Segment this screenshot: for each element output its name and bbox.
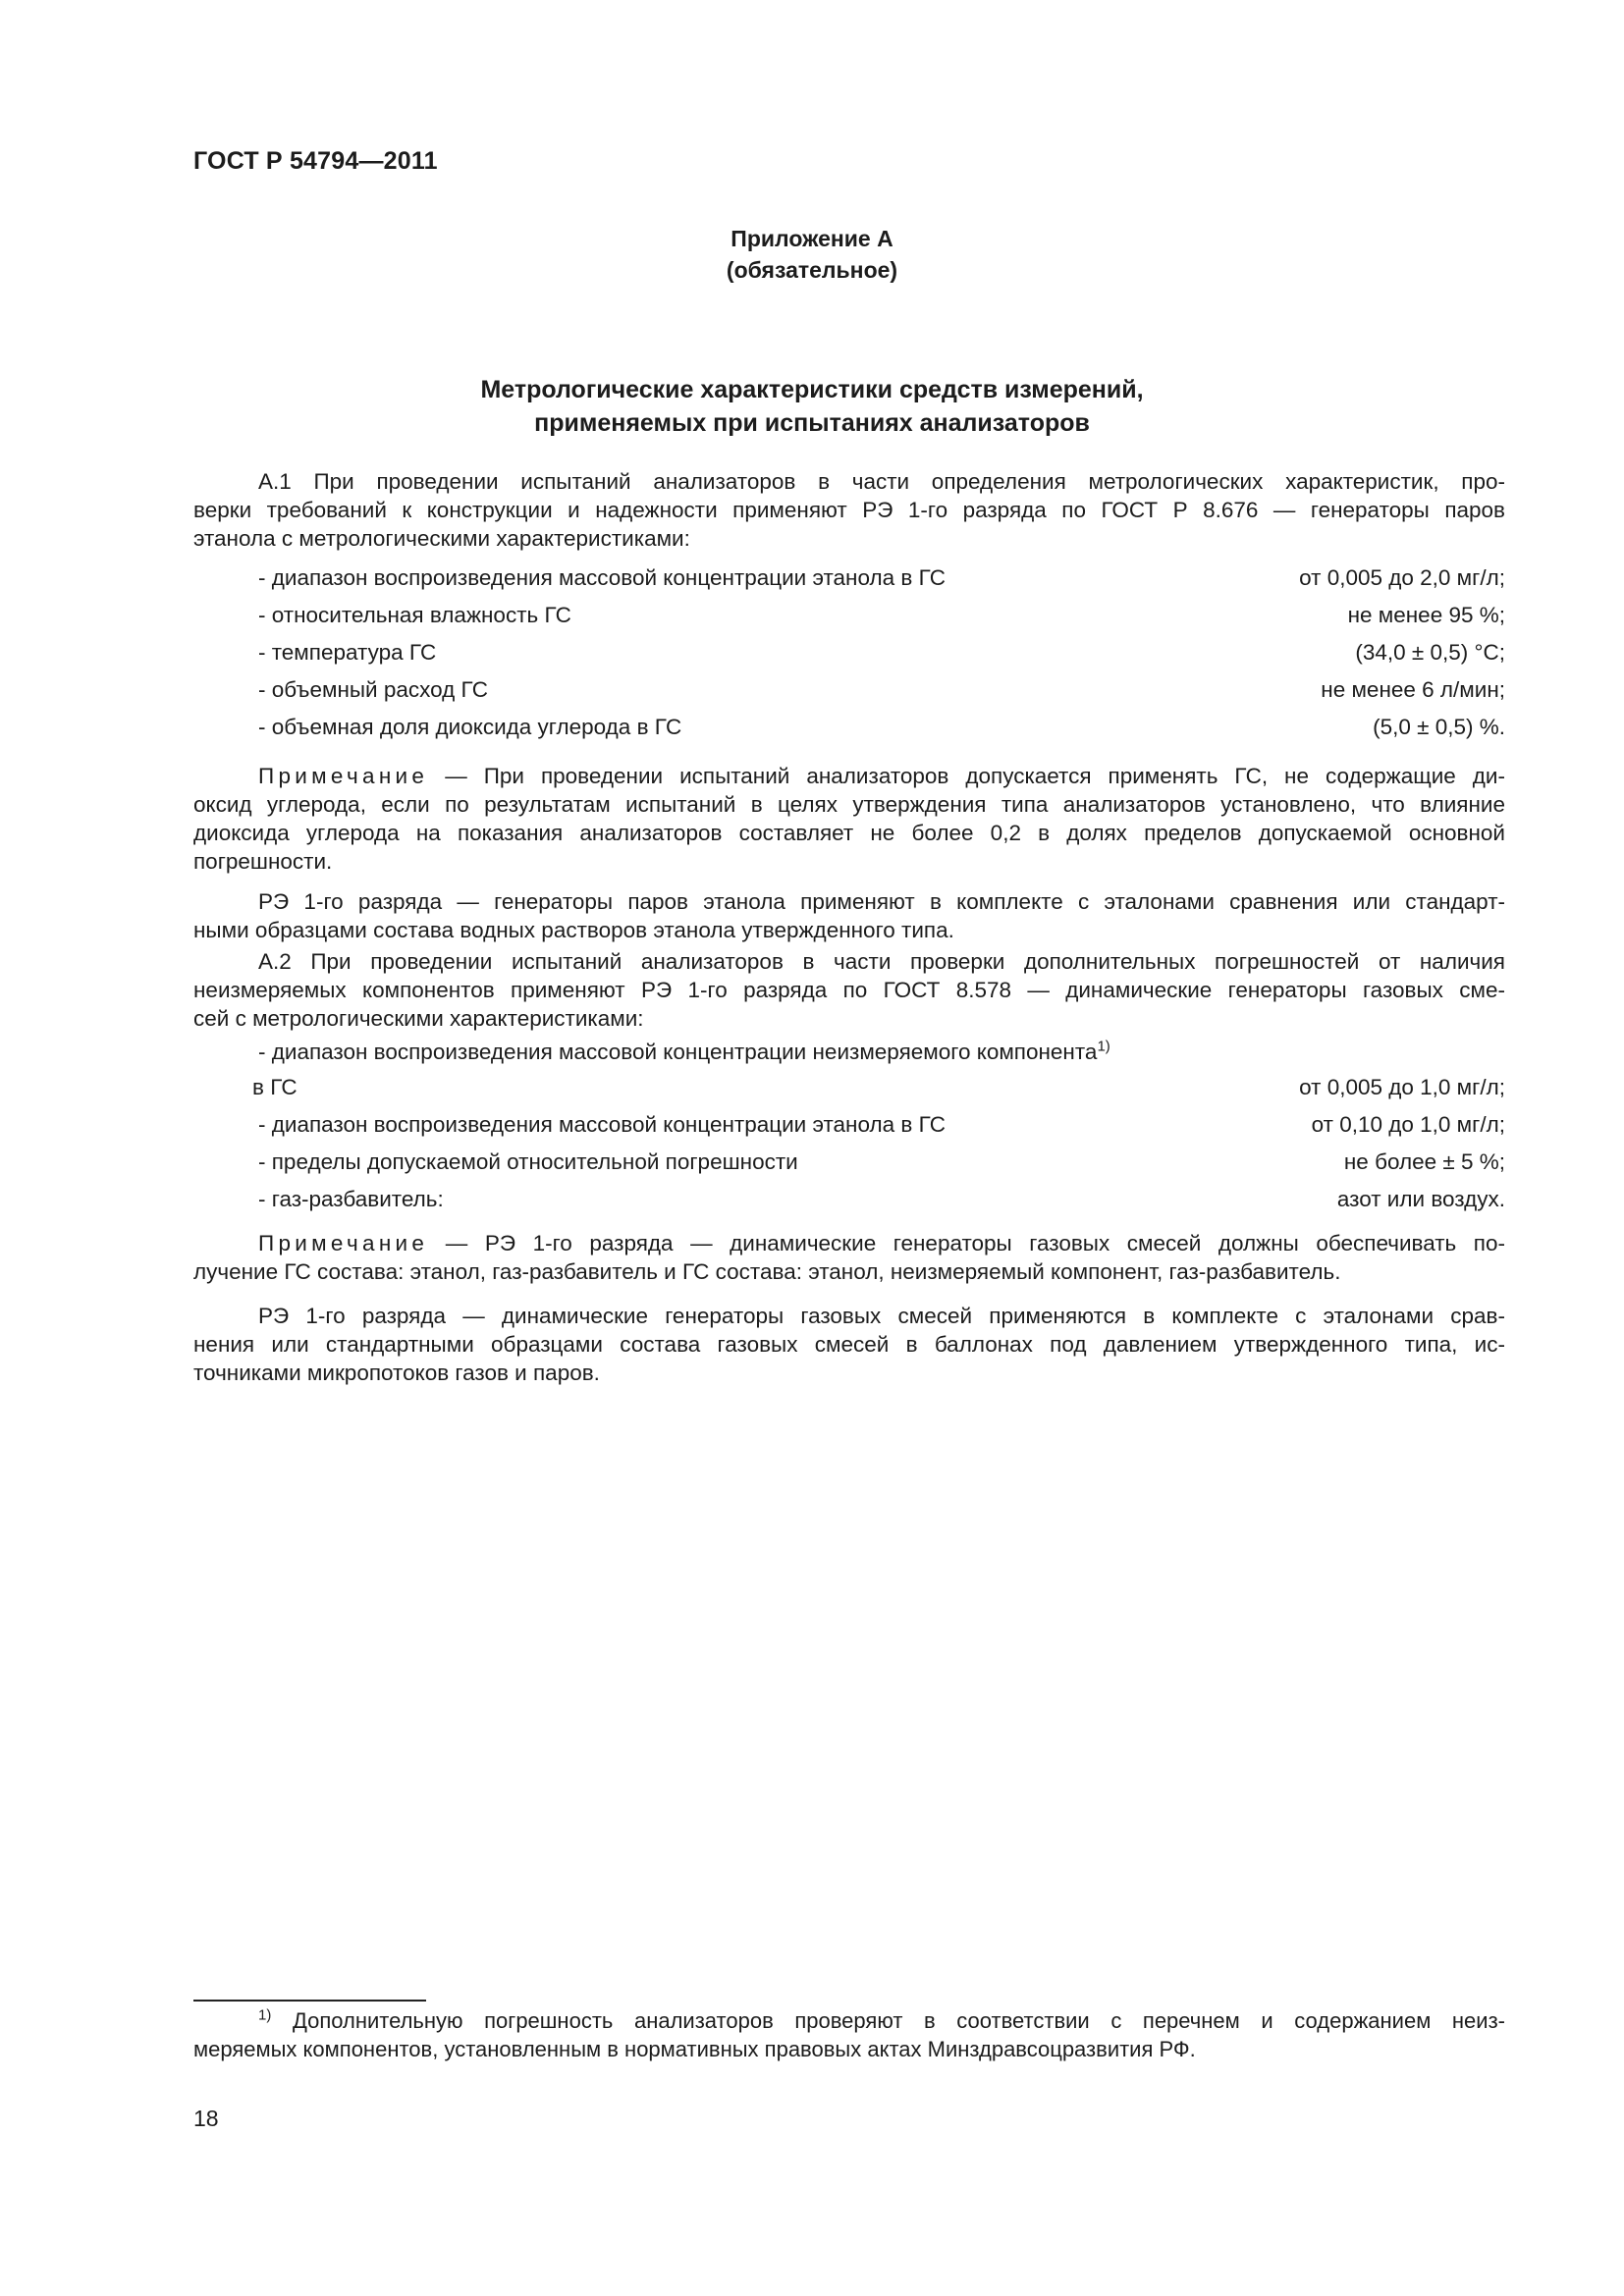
item-value: не менее 6 л/мин; <box>1321 677 1505 702</box>
list-item <box>193 1181 1505 1218</box>
list-item-continuation <box>193 1069 1505 1106</box>
paragraph-line: А.1 При проведении испытаний анализаторов в части определения метрологических характеристик, про- <box>258 469 1505 494</box>
appendix-title: Приложение А <box>731 226 893 251</box>
item-label: - объемный расход ГС <box>258 677 488 702</box>
paragraph-line: точниками микропотоков газов и паров. <box>193 1361 600 1385</box>
section-title-line-2: применяемых при испытаниях анализаторов <box>534 409 1090 437</box>
footnote-marker: 1) <box>258 2006 272 2024</box>
list-item <box>193 1144 1505 1181</box>
a1-characteristics-list <box>193 560 1505 746</box>
item-value: от 0,005 до 1,0 мг/л; <box>1299 1075 1505 1099</box>
paragraph-a1 <box>193 467 1505 553</box>
paragraph-line: неизмеряемых компонентов применяют РЭ 1-го разряда по ГОСТ 8.578 — динамические генераторы газовых сме- <box>193 978 1505 1002</box>
list-item <box>193 671 1505 709</box>
appendix-status: (обязательное) <box>726 257 898 283</box>
item-label: - температура ГС <box>258 640 437 665</box>
a2-characteristics-list <box>193 1034 1505 1218</box>
list-item <box>193 709 1505 746</box>
list-item <box>193 1106 1505 1144</box>
item-value: не более ± 5 %; <box>1343 1149 1505 1174</box>
note-text: — РЭ 1-го разряда — динамические генераторы газовых смесей должны обеспечивать по- <box>428 1231 1505 1255</box>
item-label: - объемная доля диоксида углерода в ГС <box>258 715 682 739</box>
note-text: — При проведении испытаний анализаторов допускается применять ГС, не содержащие ди- <box>428 764 1505 788</box>
paragraph-re-2 <box>193 1302 1505 1387</box>
note-line: диоксида углерода на показания анализаторов составляет не более 0,2 в долях пределов допускаемой основной <box>193 821 1505 845</box>
footnote-reference: 1) <box>1097 1038 1110 1055</box>
note-line: лучение ГС состава: этанол, газ-разбавитель и ГС состава: этанол, неизмеряемый компонент, газ-разбавитель. <box>193 1259 1341 1284</box>
paragraph-line: этанола с метрологическими характеристиками: <box>193 526 690 551</box>
note-1 <box>193 762 1505 876</box>
item-value: от 0,005 до 2,0 мг/л; <box>1299 565 1505 590</box>
item-label: - газ-разбавитель: <box>258 1187 444 1211</box>
item-label: - относительная влажность ГС <box>258 603 571 627</box>
note-label: Примечание <box>258 764 429 788</box>
document-id-header: ГОСТ Р 54794—2011 <box>193 147 438 175</box>
item-label: - пределы допускаемой относительной погрешности <box>258 1149 798 1174</box>
footnote-divider <box>193 2000 426 2002</box>
list-item <box>193 634 1505 671</box>
paragraph-line: РЭ 1-го разряда — динамические генераторы газовых смесей применяются в комплекте с эталонами срав- <box>258 1304 1505 1328</box>
list-item <box>193 560 1505 597</box>
paragraph-line: А.2 При проведении испытаний анализаторов в части проверки дополнительных погрешностей от наличия <box>258 949 1505 974</box>
list-item <box>193 1034 1505 1069</box>
item-label-text: - диапазон воспроизведения массовой концентрации неизмеряемого компонента <box>258 1040 1098 1064</box>
paragraph-line: нения или стандартными образцами состава газовых смесей в баллонах под давлением утвержденного типа, ис- <box>193 1332 1505 1357</box>
footnote-line: меряемых компонентов, установленным в нормативных правовых актах Минздравсоцразвития РФ. <box>193 2037 1196 2061</box>
paragraph-a2 <box>193 947 1505 1033</box>
note-first-line <box>193 1229 1505 1257</box>
list-item <box>193 597 1505 634</box>
note-label: Примечание <box>258 1231 429 1255</box>
paragraph-line: РЭ 1-го разряда — генераторы паров этанола применяют в комплекте с эталонами сравнения или стандарт- <box>258 889 1505 914</box>
note-line: погрешности. <box>193 849 333 874</box>
section-title-line-1: Метрологические характеристики средств измерений, <box>480 376 1144 403</box>
item-value: (5,0 ± 0,5) %. <box>1373 715 1505 739</box>
footnote-text: Дополнительную погрешность анализаторов проверяют в соответствии с перечнем и содержанием неиз- <box>271 2008 1505 2033</box>
item-label <box>258 1038 1110 1066</box>
item-value: азот или воздух. <box>1336 1187 1505 1211</box>
footnote <box>193 2006 1505 2063</box>
paragraph-line: ными образцами состава водных растворов этанола утвержденного типа. <box>193 918 954 942</box>
paragraph-re-1 <box>193 887 1505 944</box>
item-value: (34,0 ± 0,5) °С; <box>1355 640 1505 665</box>
item-label: - диапазон воспроизведения массовой концентрации этанола в ГС <box>258 1112 947 1137</box>
item-value: от 0,10 до 1,0 мг/л; <box>1311 1112 1505 1137</box>
item-label: - диапазон воспроизведения массовой концентрации этанола в ГС <box>258 565 947 590</box>
note-2 <box>193 1229 1505 1286</box>
item-value: не менее 95 %; <box>1347 603 1505 627</box>
item-label: в ГС <box>252 1075 298 1099</box>
note-first-line <box>193 762 1505 790</box>
footnote-line <box>193 2006 1505 2035</box>
section-title <box>0 373 1624 440</box>
paragraph-line: сей с метрологическими характеристиками: <box>193 1006 644 1031</box>
note-line: оксид углерода, если по результатам испытаний в целях утверждения типа анализаторов установлено, что влияние <box>193 792 1505 817</box>
page-number: 18 <box>193 2106 219 2131</box>
paragraph-line: верки требований к конструкции и надежности применяют РЭ 1-го разряда по ГОСТ Р 8.676 — генераторы паров <box>193 498 1505 522</box>
